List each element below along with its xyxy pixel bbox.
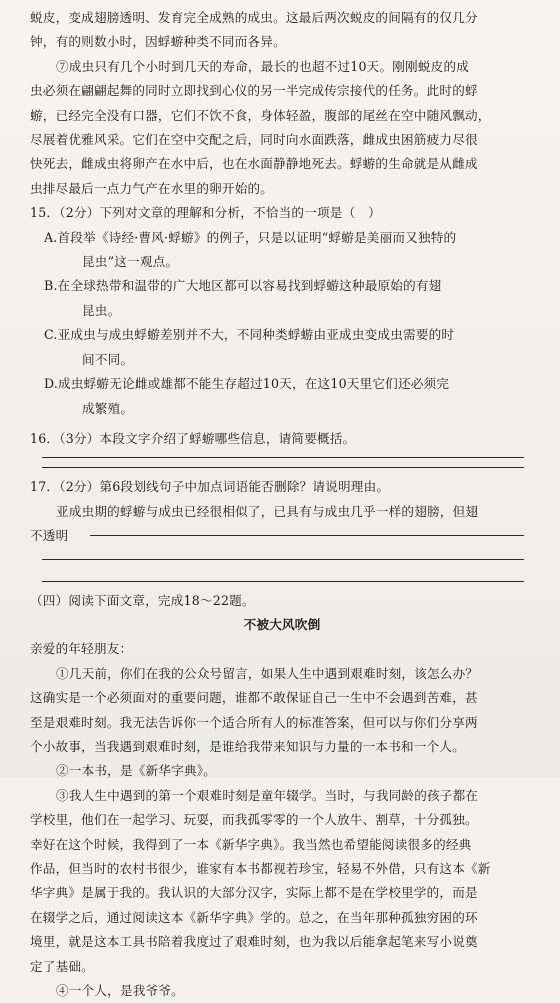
q17-answer-line	[42, 581, 524, 582]
question-15-stem: 15．（2分）下列对文章的理解和分析，不恰当的一项是（ ）	[30, 205, 381, 221]
section-4-heading: （四）阅读下面文章，完成18～22题。	[30, 592, 255, 608]
passage-line: 快死去，雌成虫将卵产在水中后，也在水面静静地死去。蜉蝣的生命就是从雌成	[30, 156, 478, 172]
passage-line: 虫排尽最后一点力气产在水里的卵开始的。	[30, 180, 274, 196]
passage-line: 蝣，已经完全没有口器，它们不饮不食，身体轻盈，腹部的尾丝在空中随风飘动，	[30, 107, 491, 123]
article-paragraph-line: ④一个人，是我爷爷。	[56, 983, 184, 999]
article-paragraph-line: 个小故事，当我遇到艰难时刻，是谁给我带来知识与力量的一本书和一个人。	[30, 738, 465, 754]
article-paragraph-line: 境里，就是这本工具书陪着我度过了艰难时刻，也为我以后能拿起笔来写小说奠	[30, 934, 478, 950]
passage-line: 虫必须在翩翩起舞的同时立即找到心仪的另一半完成传宗接代的任务。此时的蜉	[30, 83, 478, 99]
q17-answer-text: 亚成虫期的蜉蝣与成虫已经很相似了，已具有与成虫几乎一样的翅膀，但翅	[56, 503, 479, 519]
article-paragraph-line: 华字典》是属于我的。我认识的大部分汉字，实际上都不是在学校里学的，而是	[30, 885, 478, 901]
article-paragraph-line: ①几天前，你们在我的公众号留言，如果人生中遇到艰难时刻，该怎么办？	[56, 665, 479, 681]
q16-answer-line	[42, 457, 524, 458]
article-greeting: 亲爱的年轻朋友：	[30, 641, 133, 657]
q15-option-d-cont: 成繁殖。	[82, 400, 134, 416]
q15-option-a: A.首段举《诗经·曹风·蜉蝣》的例子，只是以证明“蜉蝣是美丽而又独特的	[44, 229, 457, 245]
article-title: 不被大风吹倒	[243, 616, 321, 632]
q17-answer-text-cont: 不透明	[30, 528, 69, 544]
question-16-stem: 16．（3分）本段文字介绍了蜉蝣哪些信息，请简要概括。	[30, 430, 356, 446]
passage-line: 蜕皮，变成翅膀透明、发育完全成熟的成虫。这最后两次蜕皮的间隔有的仅几分	[30, 10, 478, 25]
passage-line: 钟，有的则数小时，因蜉蝣种类不同而各异。	[30, 34, 286, 50]
article-paragraph-line: ③我人生中遇到的第一个艰难时刻是童年辍学。当时，与我同龄的孩子都在	[56, 787, 479, 803]
q15-option-b: B.在全球热带和温带的广大地区都可以容易找到蜉蝣这种最原始的有翅	[44, 278, 442, 294]
q16-answer-area[interactable]	[30, 451, 534, 475]
article-paragraph-line: 幸好在这个时候，我得到了一本《新华字典》。我当然也希望能阅读很多的经典	[30, 836, 472, 852]
article-paragraph-line: 至是艰难时刻。我无法告诉你一个适合所有人的标准答案，但可以与你们分享两	[30, 714, 478, 730]
q15-option-c: C.亚成虫与成虫蜉蝣差别并不大，不同种类蜉蝣由亚成虫变成虫需要的时	[44, 327, 455, 343]
q15-option-a-cont: 昆虫”这一观点。	[82, 254, 179, 270]
q17-answer-line	[42, 559, 524, 560]
q17-answer-line	[90, 535, 524, 536]
question-17-stem: 17．（2分）第6段划线句子中加点词语能否删除？请说明理由。	[30, 479, 390, 495]
article-paragraph-line: 在辍学之后，通过阅读这本《新华字典》学的。总之，在当年那种孤独穷困的环	[30, 909, 478, 925]
q17-answer-area[interactable]	[30, 549, 534, 589]
q15-option-b-cont: 昆虫。	[82, 302, 121, 318]
article-paragraph-line: 这确实是一个必须面对的重要问题，谁都不敢保证自己一生中不会遇到苦难，甚	[30, 690, 478, 706]
q15-option-c-cont: 间不同。	[82, 351, 134, 367]
q15-option-d: D.成虫蜉蝣无论雌或雄都不能生存超过10天，在这10天里它们还必须完	[44, 376, 450, 392]
article-paragraph-line: 作品，但当时的农村书很少，谁家有本书都视若珍宝，轻易不外借，只有这本《新	[30, 861, 491, 876]
passage-line: 尽展着优雅风采。它们在空中交配之后，同时向水面跌落，雌成虫困筋疲力尽很	[30, 132, 478, 148]
article-paragraph-line: 定了基础。	[30, 958, 94, 974]
article-paragraph-line: ②一本书，是《新华字典》。	[56, 763, 217, 779]
passage-line: ⑦成虫只有几个小时到几天的寿命，最长的也超不过10天。刚刚蜕皮的成	[56, 58, 470, 74]
q16-answer-line	[42, 467, 524, 468]
article-paragraph-line: 学校里，他们在一起学习、玩耍，而我孤零零的一个人放牛、割草，十分孤独。	[30, 812, 478, 828]
